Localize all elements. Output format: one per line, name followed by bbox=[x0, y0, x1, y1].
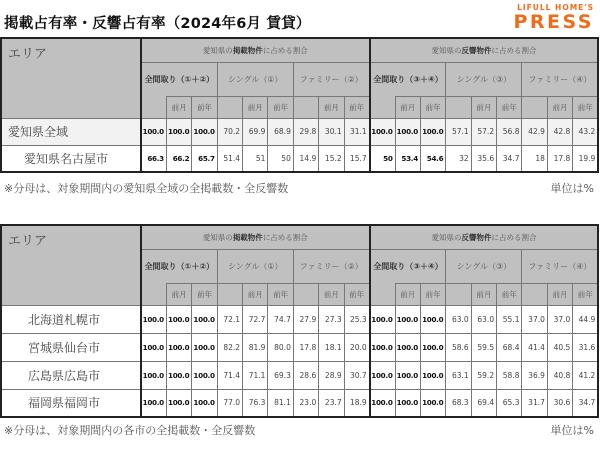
value-cell: 32 bbox=[446, 145, 471, 172]
prev-year-column-header: 前年 bbox=[497, 283, 522, 305]
value-cell: 58.6 bbox=[446, 333, 471, 361]
value-cell: 71.4 bbox=[217, 361, 242, 389]
value-cell: 100.0 bbox=[166, 305, 191, 333]
value-cell: 25.3 bbox=[344, 305, 370, 333]
prev-year-column-header: 前年 bbox=[192, 96, 217, 118]
value-cell: 51 bbox=[243, 145, 268, 172]
value-cell: 37.0 bbox=[522, 305, 547, 333]
area-name-cell: 愛知県全域 bbox=[1, 118, 141, 145]
prev-month-column-header: 前月 bbox=[395, 96, 420, 118]
value-cell: 100.0 bbox=[420, 118, 445, 145]
value-cell: 100.0 bbox=[395, 389, 420, 417]
value-cell: 34.7 bbox=[497, 145, 522, 172]
value-cell: 54.6 bbox=[420, 145, 445, 172]
value-cell: 35.6 bbox=[471, 145, 496, 172]
value-cell: 30.6 bbox=[547, 389, 572, 417]
prev-year-column-header: 前年 bbox=[573, 96, 599, 118]
value-cell: 53.4 bbox=[395, 145, 420, 172]
value-cell: 100.0 bbox=[166, 361, 191, 389]
value-cell: 100.0 bbox=[395, 333, 420, 361]
value-cell: 100.0 bbox=[192, 361, 217, 389]
prev-year-column-header: 前年 bbox=[344, 96, 370, 118]
city-share-table bbox=[0, 224, 599, 418]
page-title: 掲載占有率・反響占有率（2024年6月 賃貸） bbox=[4, 16, 311, 32]
table-row bbox=[1, 389, 598, 417]
listing-all-layouts-header: 全間取り（①＋②） bbox=[141, 249, 217, 283]
area-column-header: エリア bbox=[1, 38, 141, 118]
value-cell: 29.8 bbox=[293, 118, 318, 145]
area-name-cell: 福岡県福岡市 bbox=[1, 389, 141, 417]
value-cell: 100.0 bbox=[141, 333, 166, 361]
value-cell: 30.7 bbox=[344, 361, 370, 389]
logo-small-text: LIFULL HOME'S bbox=[517, 3, 594, 12]
value-cell: 17.8 bbox=[293, 333, 318, 361]
value-cell: 19.9 bbox=[573, 145, 599, 172]
prev-year-column-header: 前年 bbox=[573, 283, 599, 305]
table-row bbox=[1, 145, 598, 172]
value-cell: 70.2 bbox=[217, 118, 242, 145]
value-cell: 100.0 bbox=[141, 361, 166, 389]
value-cell: 23.0 bbox=[293, 389, 318, 417]
value-cell: 100.0 bbox=[141, 118, 166, 145]
value-cell: 31.7 bbox=[522, 389, 547, 417]
value-cell: 100.0 bbox=[370, 361, 395, 389]
table-row bbox=[1, 305, 598, 333]
value-cell: 17.8 bbox=[547, 145, 572, 172]
table-row bbox=[1, 333, 598, 361]
value-cell: 31.6 bbox=[573, 333, 599, 361]
value-cell: 100.0 bbox=[370, 118, 395, 145]
value-cell: 56.8 bbox=[497, 118, 522, 145]
value-cell: 82.2 bbox=[217, 333, 242, 361]
value-cell: 81.1 bbox=[268, 389, 293, 417]
area-name-cell: 愛知県名古屋市 bbox=[1, 145, 141, 172]
value-cell: 100.0 bbox=[395, 305, 420, 333]
value-cell: 36.9 bbox=[522, 361, 547, 389]
prev-month-column-header: 前月 bbox=[547, 96, 572, 118]
value-cell: 72.1 bbox=[217, 305, 242, 333]
prev-month-column-header: 前月 bbox=[166, 96, 191, 118]
value-cell: 59.2 bbox=[471, 361, 496, 389]
value-cell: 100.0 bbox=[370, 305, 395, 333]
value-cell: 66.3 bbox=[141, 145, 166, 172]
value-cell: 28.6 bbox=[293, 361, 318, 389]
response-single-header: シングル（③） bbox=[446, 62, 522, 96]
prev-month-column-header: 前月 bbox=[319, 96, 344, 118]
value-cell: 76.3 bbox=[243, 389, 268, 417]
value-cell: 100.0 bbox=[395, 118, 420, 145]
value-cell: 59.5 bbox=[471, 333, 496, 361]
current-column-header bbox=[522, 96, 547, 118]
value-cell: 63.0 bbox=[471, 305, 496, 333]
value-cell: 51.4 bbox=[217, 145, 242, 172]
value-cell: 68.4 bbox=[497, 333, 522, 361]
listing-all-layouts-header: 全間取り（①＋②） bbox=[141, 62, 217, 96]
value-cell: 18.1 bbox=[319, 333, 344, 361]
area-name-cell: 宮城県仙台市 bbox=[1, 333, 141, 361]
aichi-share-table bbox=[0, 37, 599, 173]
value-cell: 31.1 bbox=[344, 118, 370, 145]
current-column-header bbox=[446, 96, 471, 118]
value-cell: 100.0 bbox=[370, 333, 395, 361]
value-cell: 65.7 bbox=[192, 145, 217, 172]
value-cell: 40.8 bbox=[547, 361, 572, 389]
value-cell: 58.8 bbox=[497, 361, 522, 389]
current-column-header bbox=[522, 283, 547, 305]
table2-footnote: ※分母は、対象期間内の各市の全掲載数・全反響数 bbox=[4, 424, 256, 437]
logo-big-text: PRESS bbox=[513, 10, 594, 33]
value-cell: 41.4 bbox=[522, 333, 547, 361]
listing-share-group-header: 愛知県の掲載物件に占める割合 bbox=[141, 225, 370, 249]
value-cell: 100.0 bbox=[166, 389, 191, 417]
table-row bbox=[1, 118, 598, 145]
value-cell: 68.9 bbox=[268, 118, 293, 145]
value-cell: 100.0 bbox=[192, 389, 217, 417]
value-cell: 18 bbox=[522, 145, 547, 172]
value-cell: 63.0 bbox=[446, 305, 471, 333]
value-cell: 100.0 bbox=[192, 305, 217, 333]
value-cell: 42.8 bbox=[547, 118, 572, 145]
table2-unit-label: 単位は% bbox=[550, 424, 594, 437]
prev-year-column-header: 前年 bbox=[344, 283, 370, 305]
value-cell: 57.2 bbox=[471, 118, 496, 145]
value-cell: 55.1 bbox=[497, 305, 522, 333]
value-cell: 100.0 bbox=[192, 333, 217, 361]
prev-month-column-header: 前月 bbox=[395, 283, 420, 305]
current-column-header bbox=[293, 96, 318, 118]
prev-month-column-header: 前月 bbox=[319, 283, 344, 305]
lifull-homes-press-logo bbox=[513, 4, 594, 32]
value-cell: 100.0 bbox=[420, 305, 445, 333]
value-cell: 23.7 bbox=[319, 389, 344, 417]
prev-month-column-header: 前月 bbox=[547, 283, 572, 305]
value-cell: 100.0 bbox=[141, 305, 166, 333]
current-column-header bbox=[370, 96, 395, 118]
value-cell: 18.9 bbox=[344, 389, 370, 417]
value-cell: 100.0 bbox=[166, 118, 191, 145]
value-cell: 50 bbox=[268, 145, 293, 172]
value-cell: 68.3 bbox=[446, 389, 471, 417]
response-single-header: シングル（③） bbox=[446, 249, 522, 283]
value-cell: 15.7 bbox=[344, 145, 370, 172]
response-all-layouts-header: 全間取り（③＋④） bbox=[370, 62, 446, 96]
value-cell: 77.0 bbox=[217, 389, 242, 417]
value-cell: 100.0 bbox=[420, 361, 445, 389]
value-cell: 20.0 bbox=[344, 333, 370, 361]
value-cell: 71.1 bbox=[243, 361, 268, 389]
prev-month-column-header: 前月 bbox=[243, 283, 268, 305]
value-cell: 100.0 bbox=[192, 118, 217, 145]
value-cell: 44.9 bbox=[573, 305, 599, 333]
response-all-layouts-header: 全間取り（③＋④） bbox=[370, 249, 446, 283]
value-cell: 80.0 bbox=[268, 333, 293, 361]
value-cell: 69.4 bbox=[471, 389, 496, 417]
prev-month-column-header: 前月 bbox=[471, 283, 496, 305]
table-row bbox=[1, 361, 598, 389]
area-name-cell: 北海道札幌市 bbox=[1, 305, 141, 333]
listing-family-header: ファミリー（②） bbox=[293, 249, 369, 283]
listing-single-header: シングル（①） bbox=[217, 249, 293, 283]
value-cell: 69.3 bbox=[268, 361, 293, 389]
response-family-header: ファミリー（④） bbox=[522, 249, 598, 283]
value-cell: 57.1 bbox=[446, 118, 471, 145]
value-cell: 15.2 bbox=[319, 145, 344, 172]
response-share-group-header: 愛知県の反響物件に占める割合 bbox=[370, 225, 599, 249]
value-cell: 63.1 bbox=[446, 361, 471, 389]
prev-month-column-header: 前月 bbox=[471, 96, 496, 118]
value-cell: 74.7 bbox=[268, 305, 293, 333]
value-cell: 100.0 bbox=[420, 333, 445, 361]
value-cell: 30.1 bbox=[319, 118, 344, 145]
prev-year-column-header: 前年 bbox=[268, 96, 293, 118]
value-cell: 14.9 bbox=[293, 145, 318, 172]
value-cell: 37.0 bbox=[547, 305, 572, 333]
value-cell: 72.7 bbox=[243, 305, 268, 333]
value-cell: 41.2 bbox=[573, 361, 599, 389]
value-cell: 27.9 bbox=[293, 305, 318, 333]
current-column-header bbox=[141, 96, 166, 118]
current-column-header bbox=[217, 283, 242, 305]
area-name-cell: 広島県広島市 bbox=[1, 361, 141, 389]
value-cell: 69.9 bbox=[243, 118, 268, 145]
current-column-header bbox=[446, 283, 471, 305]
prev-month-column-header: 前月 bbox=[166, 283, 191, 305]
value-cell: 100.0 bbox=[395, 361, 420, 389]
value-cell: 81.9 bbox=[243, 333, 268, 361]
area-column-header: エリア bbox=[1, 225, 141, 305]
prev-year-column-header: 前年 bbox=[268, 283, 293, 305]
value-cell: 100.0 bbox=[166, 333, 191, 361]
prev-year-column-header: 前年 bbox=[192, 283, 217, 305]
listing-single-header: シングル（①） bbox=[217, 62, 293, 96]
table1-unit-label: 単位は% bbox=[550, 182, 594, 195]
response-share-group-header: 愛知県の反響物件に占める割合 bbox=[370, 38, 599, 62]
value-cell: 34.7 bbox=[573, 389, 599, 417]
table1-footnote: ※分母は、対象期間内の愛知県全域の全掲載数・全反響数 bbox=[4, 182, 289, 195]
prev-year-column-header: 前年 bbox=[497, 96, 522, 118]
value-cell: 100.0 bbox=[370, 389, 395, 417]
value-cell: 40.5 bbox=[547, 333, 572, 361]
current-column-header bbox=[141, 283, 166, 305]
current-column-header bbox=[370, 283, 395, 305]
value-cell: 100.0 bbox=[141, 389, 166, 417]
value-cell: 65.3 bbox=[497, 389, 522, 417]
listing-family-header: ファミリー（②） bbox=[293, 62, 369, 96]
response-family-header: ファミリー（④） bbox=[522, 62, 598, 96]
value-cell: 43.2 bbox=[573, 118, 599, 145]
value-cell: 100.0 bbox=[420, 389, 445, 417]
current-column-header bbox=[217, 96, 242, 118]
value-cell: 66.2 bbox=[166, 145, 191, 172]
listing-share-group-header: 愛知県の掲載物件に占める割合 bbox=[141, 38, 370, 62]
prev-month-column-header: 前月 bbox=[243, 96, 268, 118]
value-cell: 50 bbox=[370, 145, 395, 172]
current-column-header bbox=[293, 283, 318, 305]
value-cell: 28.9 bbox=[319, 361, 344, 389]
prev-year-column-header: 前年 bbox=[420, 283, 445, 305]
prev-year-column-header: 前年 bbox=[420, 96, 445, 118]
value-cell: 27.3 bbox=[319, 305, 344, 333]
value-cell: 42.9 bbox=[522, 118, 547, 145]
